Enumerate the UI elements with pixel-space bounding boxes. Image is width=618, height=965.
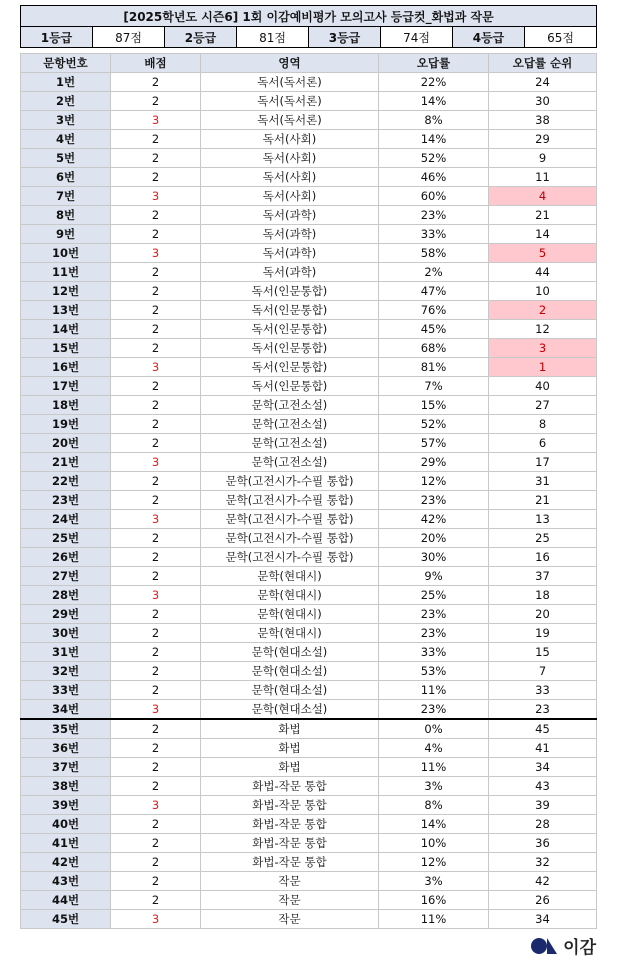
question-area: 화법 bbox=[201, 758, 379, 777]
error-rate: 16% bbox=[379, 891, 489, 910]
error-rank: 19 bbox=[489, 624, 597, 643]
grade-score: 81점 bbox=[237, 27, 309, 48]
question-points: 2 bbox=[111, 168, 201, 187]
table-row bbox=[21, 834, 597, 853]
question-area: 독서(독서론) bbox=[201, 92, 379, 111]
table-row bbox=[21, 719, 597, 739]
question-area: 문학(고전시가-수필 통합) bbox=[201, 529, 379, 548]
error-rate: 20% bbox=[379, 529, 489, 548]
grade-label: 1등급 bbox=[21, 27, 93, 48]
question-points: 2 bbox=[111, 263, 201, 282]
question-number: 42번 bbox=[21, 853, 111, 872]
question-number: 33번 bbox=[21, 681, 111, 700]
question-number: 16번 bbox=[21, 358, 111, 377]
table-row bbox=[21, 472, 597, 491]
question-number: 1번 bbox=[21, 73, 111, 92]
error-rate: 53% bbox=[379, 662, 489, 681]
question-points: 2 bbox=[111, 130, 201, 149]
question-area: 독서(과학) bbox=[201, 263, 379, 282]
error-rank: 16 bbox=[489, 548, 597, 567]
grade-score: 87점 bbox=[93, 27, 165, 48]
question-number: 41번 bbox=[21, 834, 111, 853]
question-area: 독서(인문통합) bbox=[201, 301, 379, 320]
question-points: 2 bbox=[111, 777, 201, 796]
question-points: 2 bbox=[111, 643, 201, 662]
error-rank: 17 bbox=[489, 453, 597, 472]
error-rank: 34 bbox=[489, 758, 597, 777]
error-rate: 52% bbox=[379, 149, 489, 168]
page-title: [2025학년도 시즌6] 1회 이감예비평가 모의고사 등급컷_화법과 작문 bbox=[21, 6, 597, 27]
question-number: 10번 bbox=[21, 244, 111, 263]
question-area: 문학(고전소설) bbox=[201, 415, 379, 434]
question-number: 3번 bbox=[21, 111, 111, 130]
table-row bbox=[21, 586, 597, 605]
question-points: 2 bbox=[111, 529, 201, 548]
question-area: 독서(사회) bbox=[201, 149, 379, 168]
error-rank: 3 bbox=[489, 339, 597, 358]
table-row bbox=[21, 282, 597, 301]
table-row bbox=[21, 301, 597, 320]
question-number: 6번 bbox=[21, 168, 111, 187]
question-area: 독서(사회) bbox=[201, 130, 379, 149]
table-row bbox=[21, 548, 597, 567]
question-points: 2 bbox=[111, 681, 201, 700]
table-row bbox=[21, 891, 597, 910]
table-header-row bbox=[21, 54, 597, 73]
question-number: 9번 bbox=[21, 225, 111, 244]
question-area: 문학(현대시) bbox=[201, 605, 379, 624]
question-points: 2 bbox=[111, 282, 201, 301]
question-area: 작문 bbox=[201, 872, 379, 891]
question-area: 문학(현대소설) bbox=[201, 662, 379, 681]
table-row bbox=[21, 415, 597, 434]
question-number: 43번 bbox=[21, 872, 111, 891]
table-row bbox=[21, 396, 597, 415]
question-points: 2 bbox=[111, 434, 201, 453]
error-rank: 10 bbox=[489, 282, 597, 301]
question-area: 독서(인문통합) bbox=[201, 320, 379, 339]
error-rate: 4% bbox=[379, 739, 489, 758]
grade-label: 3등급 bbox=[309, 27, 381, 48]
error-rate: 11% bbox=[379, 910, 489, 929]
column-header-points: 배점 bbox=[111, 54, 201, 73]
table-row bbox=[21, 358, 597, 377]
error-rank: 11 bbox=[489, 168, 597, 187]
error-rank: 25 bbox=[489, 529, 597, 548]
error-rank: 36 bbox=[489, 834, 597, 853]
error-rank: 14 bbox=[489, 225, 597, 244]
question-area: 화법-작문 통합 bbox=[201, 834, 379, 853]
error-rank: 42 bbox=[489, 872, 597, 891]
table-body bbox=[21, 73, 597, 929]
table-row bbox=[21, 149, 597, 168]
question-points: 2 bbox=[111, 758, 201, 777]
question-area: 화법 bbox=[201, 739, 379, 758]
error-rate: 0% bbox=[379, 719, 489, 739]
error-rate: 58% bbox=[379, 244, 489, 263]
error-rank: 26 bbox=[489, 891, 597, 910]
question-points: 2 bbox=[111, 834, 201, 853]
question-area: 독서(인문통합) bbox=[201, 377, 379, 396]
question-number: 32번 bbox=[21, 662, 111, 681]
question-number: 38번 bbox=[21, 777, 111, 796]
question-points: 2 bbox=[111, 815, 201, 834]
question-area: 독서(인문통합) bbox=[201, 339, 379, 358]
error-rate: 23% bbox=[379, 624, 489, 643]
grade-label: 4등급 bbox=[453, 27, 525, 48]
question-area: 화법 bbox=[201, 719, 379, 739]
table-row bbox=[21, 168, 597, 187]
table-row bbox=[21, 510, 597, 529]
question-points: 2 bbox=[111, 872, 201, 891]
question-number: 14번 bbox=[21, 320, 111, 339]
table-row bbox=[21, 700, 597, 720]
question-number: 28번 bbox=[21, 586, 111, 605]
question-number: 5번 bbox=[21, 149, 111, 168]
error-rank: 30 bbox=[489, 92, 597, 111]
error-rank: 44 bbox=[489, 263, 597, 282]
error-rate: 12% bbox=[379, 853, 489, 872]
question-area: 화법-작문 통합 bbox=[201, 853, 379, 872]
question-area: 문학(현대소설) bbox=[201, 681, 379, 700]
error-rate: 47% bbox=[379, 282, 489, 301]
question-points: 3 bbox=[111, 586, 201, 605]
logo-text: 이감 bbox=[563, 938, 596, 958]
error-rate: 25% bbox=[379, 586, 489, 605]
table-row bbox=[21, 339, 597, 358]
error-rank: 28 bbox=[489, 815, 597, 834]
question-points: 3 bbox=[111, 453, 201, 472]
error-rank: 31 bbox=[489, 472, 597, 491]
question-points: 3 bbox=[111, 910, 201, 929]
error-rank: 43 bbox=[489, 777, 597, 796]
question-points: 2 bbox=[111, 73, 201, 92]
question-number: 7번 bbox=[21, 187, 111, 206]
question-points: 2 bbox=[111, 624, 201, 643]
question-points: 2 bbox=[111, 149, 201, 168]
question-points: 3 bbox=[111, 358, 201, 377]
grade-score: 65점 bbox=[525, 27, 597, 48]
question-number: 4번 bbox=[21, 130, 111, 149]
error-rate: 33% bbox=[379, 225, 489, 244]
question-area: 화법-작문 통합 bbox=[201, 777, 379, 796]
question-number: 18번 bbox=[21, 396, 111, 415]
error-rate: 11% bbox=[379, 681, 489, 700]
question-area: 문학(현대시) bbox=[201, 586, 379, 605]
igam-logo-icon bbox=[530, 937, 558, 955]
table-row bbox=[21, 434, 597, 453]
error-rank: 18 bbox=[489, 586, 597, 605]
error-rate: 3% bbox=[379, 872, 489, 891]
error-rank: 40 bbox=[489, 377, 597, 396]
question-points: 2 bbox=[111, 567, 201, 586]
error-rate: 22% bbox=[379, 73, 489, 92]
table-row bbox=[21, 796, 597, 815]
error-rank: 29 bbox=[489, 130, 597, 149]
error-rank: 1 bbox=[489, 358, 597, 377]
question-area: 문학(고전소설) bbox=[201, 453, 379, 472]
error-rate: 81% bbox=[379, 358, 489, 377]
question-points: 2 bbox=[111, 92, 201, 111]
question-number: 35번 bbox=[21, 719, 111, 739]
table-row bbox=[21, 130, 597, 149]
table-row bbox=[21, 225, 597, 244]
question-points: 2 bbox=[111, 377, 201, 396]
question-number: 11번 bbox=[21, 263, 111, 282]
table-row bbox=[21, 244, 597, 263]
error-rank: 5 bbox=[489, 244, 597, 263]
question-points: 2 bbox=[111, 301, 201, 320]
error-rate: 46% bbox=[379, 168, 489, 187]
question-number: 23번 bbox=[21, 491, 111, 510]
question-area: 문학(고전시가-수필 통합) bbox=[201, 548, 379, 567]
question-points: 2 bbox=[111, 225, 201, 244]
question-points: 2 bbox=[111, 415, 201, 434]
table-row bbox=[21, 739, 597, 758]
question-area: 독서(독서론) bbox=[201, 73, 379, 92]
question-points: 2 bbox=[111, 605, 201, 624]
column-header-error-rank: 오답률 순위 bbox=[489, 54, 597, 73]
question-number: 17번 bbox=[21, 377, 111, 396]
question-stats-table bbox=[20, 53, 597, 929]
question-number: 19번 bbox=[21, 415, 111, 434]
question-area: 문학(고전시가-수필 통합) bbox=[201, 510, 379, 529]
error-rate: 2% bbox=[379, 263, 489, 282]
question-number: 30번 bbox=[21, 624, 111, 643]
error-rate: 15% bbox=[379, 396, 489, 415]
table-row bbox=[21, 453, 597, 472]
question-area: 독서(과학) bbox=[201, 244, 379, 263]
error-rate: 30% bbox=[379, 548, 489, 567]
table-row bbox=[21, 853, 597, 872]
grade-score: 74점 bbox=[381, 27, 453, 48]
question-area: 문학(현대시) bbox=[201, 567, 379, 586]
column-header-error-rate: 오답률 bbox=[379, 54, 489, 73]
error-rank: 8 bbox=[489, 415, 597, 434]
error-rate: 23% bbox=[379, 700, 489, 720]
error-rate: 23% bbox=[379, 605, 489, 624]
question-area: 문학(고전소설) bbox=[201, 434, 379, 453]
table-row bbox=[21, 206, 597, 225]
error-rank: 27 bbox=[489, 396, 597, 415]
table-row bbox=[21, 320, 597, 339]
error-rank: 7 bbox=[489, 662, 597, 681]
table-row bbox=[21, 681, 597, 700]
error-rank: 37 bbox=[489, 567, 597, 586]
error-rank: 39 bbox=[489, 796, 597, 815]
error-rank: 4 bbox=[489, 187, 597, 206]
question-area: 독서(인문통합) bbox=[201, 282, 379, 301]
question-points: 3 bbox=[111, 510, 201, 529]
error-rate: 14% bbox=[379, 815, 489, 834]
question-area: 문학(현대시) bbox=[201, 624, 379, 643]
question-points: 3 bbox=[111, 187, 201, 206]
question-number: 25번 bbox=[21, 529, 111, 548]
question-number: 8번 bbox=[21, 206, 111, 225]
question-area: 화법-작문 통합 bbox=[201, 815, 379, 834]
question-area: 작문 bbox=[201, 891, 379, 910]
error-rank: 32 bbox=[489, 853, 597, 872]
error-rank: 6 bbox=[489, 434, 597, 453]
question-number: 45번 bbox=[21, 910, 111, 929]
question-points: 3 bbox=[111, 244, 201, 263]
error-rate: 7% bbox=[379, 377, 489, 396]
error-rate: 14% bbox=[379, 92, 489, 111]
table-row bbox=[21, 910, 597, 929]
question-points: 3 bbox=[111, 796, 201, 815]
question-area: 독서(과학) bbox=[201, 225, 379, 244]
question-area: 독서(사회) bbox=[201, 168, 379, 187]
error-rank: 21 bbox=[489, 491, 597, 510]
table-row bbox=[21, 624, 597, 643]
question-number: 2번 bbox=[21, 92, 111, 111]
question-number: 22번 bbox=[21, 472, 111, 491]
error-rank: 45 bbox=[489, 719, 597, 739]
error-rate: 9% bbox=[379, 567, 489, 586]
table-row bbox=[21, 815, 597, 834]
table-row bbox=[21, 777, 597, 796]
error-rate: 52% bbox=[379, 415, 489, 434]
error-rank: 12 bbox=[489, 320, 597, 339]
error-rate: 33% bbox=[379, 643, 489, 662]
question-points: 2 bbox=[111, 491, 201, 510]
question-area: 문학(고전시가-수필 통합) bbox=[201, 491, 379, 510]
question-number: 36번 bbox=[21, 739, 111, 758]
question-number: 44번 bbox=[21, 891, 111, 910]
error-rank: 41 bbox=[489, 739, 597, 758]
question-number: 26번 bbox=[21, 548, 111, 567]
table-row bbox=[21, 92, 597, 111]
error-rate: 8% bbox=[379, 796, 489, 815]
question-number: 34번 bbox=[21, 700, 111, 720]
question-number: 37번 bbox=[21, 758, 111, 777]
question-number: 15번 bbox=[21, 339, 111, 358]
question-number: 39번 bbox=[21, 796, 111, 815]
error-rate: 23% bbox=[379, 206, 489, 225]
question-number: 24번 bbox=[21, 510, 111, 529]
question-area: 작문 bbox=[201, 910, 379, 929]
question-area: 독서(독서론) bbox=[201, 111, 379, 130]
table-row bbox=[21, 567, 597, 586]
error-rate: 60% bbox=[379, 187, 489, 206]
table-row bbox=[21, 491, 597, 510]
question-points: 2 bbox=[111, 853, 201, 872]
question-points: 2 bbox=[111, 739, 201, 758]
table-row bbox=[21, 662, 597, 681]
error-rank: 21 bbox=[489, 206, 597, 225]
question-number: 20번 bbox=[21, 434, 111, 453]
error-rate: 29% bbox=[379, 453, 489, 472]
error-rank: 20 bbox=[489, 605, 597, 624]
error-rate: 14% bbox=[379, 130, 489, 149]
question-points: 2 bbox=[111, 719, 201, 739]
question-area: 문학(고전시가-수필 통합) bbox=[201, 472, 379, 491]
question-points: 2 bbox=[111, 662, 201, 681]
error-rate: 8% bbox=[379, 111, 489, 130]
question-number: 12번 bbox=[21, 282, 111, 301]
question-points: 2 bbox=[111, 396, 201, 415]
question-points: 3 bbox=[111, 111, 201, 130]
question-number: 21번 bbox=[21, 453, 111, 472]
question-area: 화법-작문 통합 bbox=[201, 796, 379, 815]
question-points: 2 bbox=[111, 472, 201, 491]
question-area: 독서(사회) bbox=[201, 187, 379, 206]
question-points: 2 bbox=[111, 548, 201, 567]
question-number: 31번 bbox=[21, 643, 111, 662]
error-rate: 3% bbox=[379, 777, 489, 796]
error-rate: 23% bbox=[379, 491, 489, 510]
question-points: 2 bbox=[111, 320, 201, 339]
question-number: 40번 bbox=[21, 815, 111, 834]
column-header-number: 문항번호 bbox=[21, 54, 111, 73]
table-row bbox=[21, 73, 597, 92]
error-rate: 68% bbox=[379, 339, 489, 358]
error-rank: 13 bbox=[489, 510, 597, 529]
error-rate: 10% bbox=[379, 834, 489, 853]
table-row bbox=[21, 377, 597, 396]
table-row bbox=[21, 758, 597, 777]
error-rank: 38 bbox=[489, 111, 597, 130]
table-row bbox=[21, 605, 597, 624]
error-rank: 33 bbox=[489, 681, 597, 700]
table-row bbox=[21, 187, 597, 206]
error-rate: 57% bbox=[379, 434, 489, 453]
question-number: 13번 bbox=[21, 301, 111, 320]
error-rank: 2 bbox=[489, 301, 597, 320]
table-row bbox=[21, 872, 597, 891]
question-points: 3 bbox=[111, 700, 201, 720]
table-row bbox=[21, 643, 597, 662]
error-rate: 45% bbox=[379, 320, 489, 339]
error-rate: 42% bbox=[379, 510, 489, 529]
question-area: 독서(인문통합) bbox=[201, 358, 379, 377]
question-area: 문학(현대소설) bbox=[201, 643, 379, 662]
column-header-area: 영역 bbox=[201, 54, 379, 73]
error-rank: 34 bbox=[489, 910, 597, 929]
error-rate: 12% bbox=[379, 472, 489, 491]
error-rate: 11% bbox=[379, 758, 489, 777]
question-area: 독서(과학) bbox=[201, 206, 379, 225]
error-rank: 15 bbox=[489, 643, 597, 662]
table-row bbox=[21, 111, 597, 130]
table-row bbox=[21, 263, 597, 282]
question-number: 29번 bbox=[21, 605, 111, 624]
grade-cutoff-table bbox=[20, 5, 597, 48]
question-number: 27번 bbox=[21, 567, 111, 586]
cutoff-row bbox=[21, 27, 597, 48]
table-row bbox=[21, 529, 597, 548]
error-rank: 24 bbox=[489, 73, 597, 92]
question-area: 문학(고전소설) bbox=[201, 396, 379, 415]
question-area: 문학(현대소설) bbox=[201, 700, 379, 720]
error-rank: 9 bbox=[489, 149, 597, 168]
grade-label: 2등급 bbox=[165, 27, 237, 48]
igam-logo bbox=[530, 933, 596, 958]
question-points: 2 bbox=[111, 891, 201, 910]
question-points: 2 bbox=[111, 339, 201, 358]
error-rank: 23 bbox=[489, 700, 597, 720]
question-points: 2 bbox=[111, 206, 201, 225]
error-rate: 76% bbox=[379, 301, 489, 320]
